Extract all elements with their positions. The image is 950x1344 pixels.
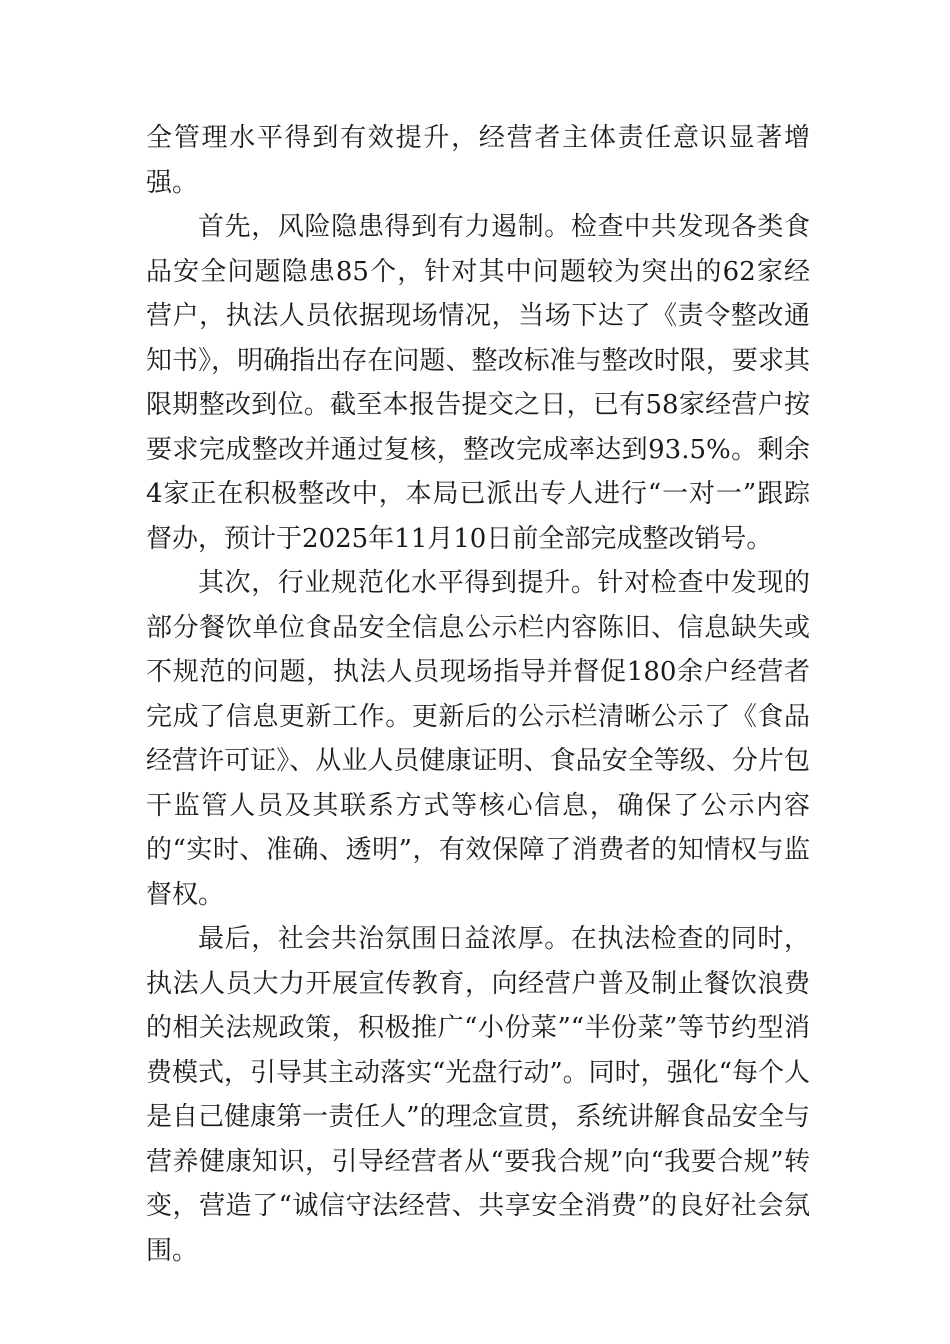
document-body xyxy=(146,116,810,1273)
paragraph-social-co-governance: 最后，社会共治氛围日益浓厚。在执法检查的同时，执法人员大力开展宣传教育，向经营户普及制止餐饮浪费的相关法规政策，积极推广“小份菜”“半份菜”等节约型消费模式，引导其主动落实“光盘行动”。同时，强化“每个人是自己健康第一责任人”的理念宣贯，系统讲解食品安全与营养健康知识，引导经营者从“要我合规”向“我要合规”转变，营造了“诚信守法经营、共享安全消费”的良好社会氛围。 xyxy=(146,924,810,1266)
paragraph-risk-control: 首先，风险隐患得到有力遏制。检查中共发现各类食品安全问题隐患85个，针对其中问题较为突出的62家经营户，执法人员依据现场情况，当场下达了《责令整改通知书》，明确指出存在问题、整改标准与整改时限，要求其限期整改到位。截至本报告提交之日，已有58家经营户按要求完成整改并通过复核，整改完成率达到93.5%。剩余4家正在积极整改中，本局已派出专人进行“一对一”跟踪督办，预计于2025年11月10日前全部完成整改销号。 xyxy=(146,212,810,554)
paragraph-continued: 全管理水平得到有效提升，经营者主体责任意识显著增强。 xyxy=(146,123,810,198)
paragraph-industry-standardization: 其次，行业规范化水平得到提升。针对检查中发现的部分餐饮单位食品安全信息公示栏内容陈旧、信息缺失或不规范的问题，执法人员现场指导并督促180余户经营者完成了信息更新工作。更新后的公示栏清晰公示了《食品经营许可证》、从业人员健康证明、食品安全等级、分片包干监管人员及其联系方式等核心信息，确保了公示内容的“实时、准确、透明”，有效保障了消费者的知情权与监督权。 xyxy=(146,568,810,910)
